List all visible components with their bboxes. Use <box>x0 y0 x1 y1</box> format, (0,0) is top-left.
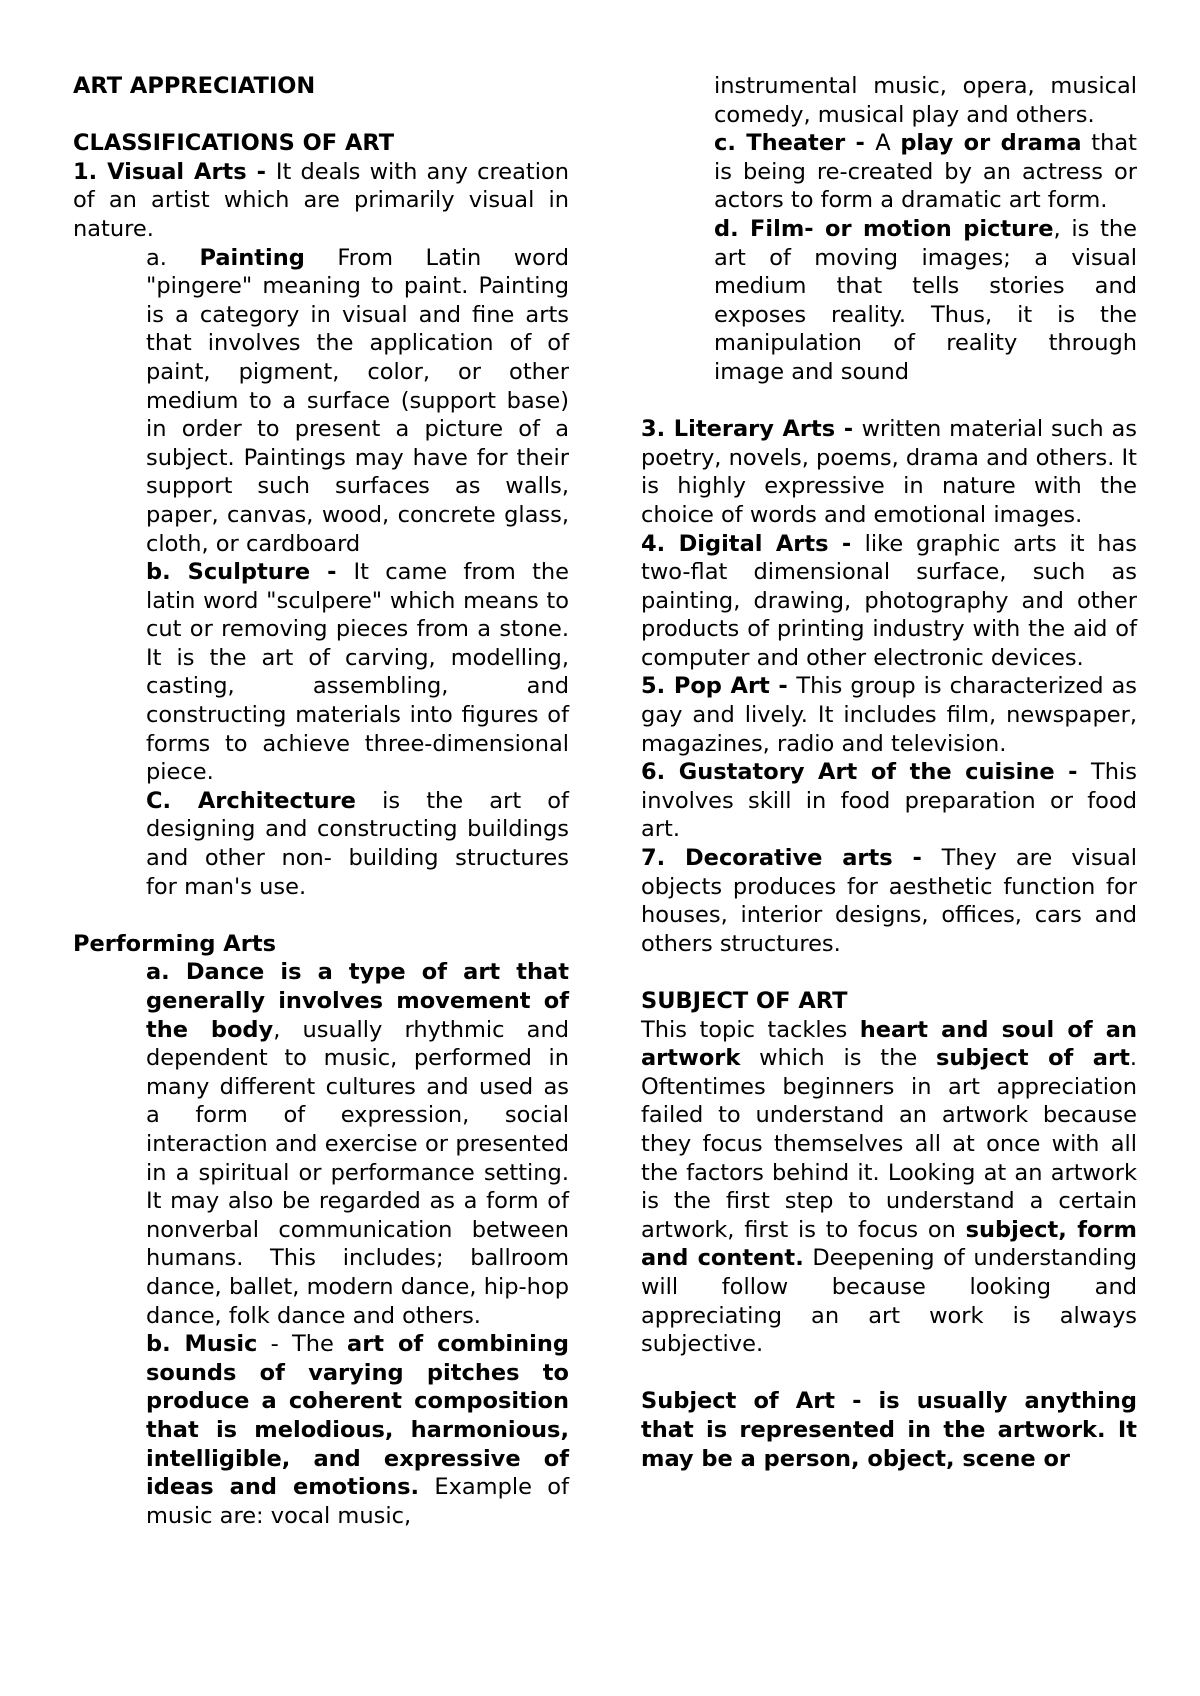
bold-text: 7. Decorative arts - <box>641 845 942 872</box>
sub-item-paragraph <box>73 787 569 901</box>
section-heading: SUBJECT OF ART <box>641 988 848 1014</box>
bold-text: b. Music <box>146 1331 258 1358</box>
bold-text: subject, form and content. <box>641 1216 1138 1272</box>
text-run: They are visual objects produces for aesthetic function for houses, interior designs, offices, cars and others structures. <box>641 845 1137 957</box>
section-heading: ART APPRECIATION <box>73 73 316 99</box>
sub-item-paragraph <box>641 129 1137 215</box>
bold-text: Subject of Art - is usually anything that is represented in the artwork. It may be a person, object, scene or <box>641 1388 1137 1472</box>
bold-text: play or drama <box>900 130 1082 157</box>
sub-item-paragraph <box>641 72 1137 129</box>
left-column <box>73 72 569 1530</box>
paragraph-spacer <box>73 101 569 130</box>
text-run: From Latin word "pingere" meaning to paint. Painting is a category in visual and fine arts that involves the application of of paint, pigment, color, or other medium to a surface (support base) in order to present a picture of a subject. Paintings may have for their support such surfaces as walls, paper, canvas, wood, concrete glass, cloth, or cardboard <box>146 244 570 557</box>
paragraph-spacer <box>641 387 1137 416</box>
section-heading: CLASSIFICATIONS OF ART <box>73 130 395 157</box>
right-column <box>641 72 1137 1473</box>
text-run: that is being re-created by an actress or actors to form a dramatic art form. <box>714 130 1137 214</box>
sub-item-paragraph <box>73 558 569 787</box>
paragraph-spacer <box>641 958 1137 987</box>
section-heading: Performing Arts <box>73 930 276 957</box>
bold-text: d. Film- or motion picture <box>714 215 1054 242</box>
text-run: written material such as poetry, novels, poems, drama and others. It is highly expressive in nature with the choice of words and emotional images. <box>641 416 1137 528</box>
paragraph <box>73 158 569 244</box>
text-run: This group is characterized as gay and lively. It includes film, newspaper, magazines, radio and television. <box>641 673 1137 757</box>
bold-text: b. Sculpture - <box>146 559 354 586</box>
text-run: a. <box>146 244 200 271</box>
text-run: instrumental music, opera, musical comedy, musical play and others. <box>714 73 1137 128</box>
text-run: which is the <box>740 1045 936 1072</box>
text-run: A <box>875 130 901 157</box>
paragraph <box>641 758 1137 844</box>
bold-text: c. Theater - <box>714 130 876 157</box>
bold-text: subject of art <box>936 1045 1130 1072</box>
bold-text: 4. Digital Arts - <box>641 530 865 557</box>
text-run: This topic tackles <box>641 1016 860 1043</box>
text-run: is the art of designing and constructing buildings and other non- building structures for man's use. <box>146 787 569 900</box>
paragraph <box>641 1387 1137 1473</box>
paragraph <box>641 844 1137 958</box>
bold-text: 3. Literary Arts - <box>641 416 862 443</box>
paragraph <box>641 1016 1137 1359</box>
paragraph <box>641 415 1137 529</box>
text-run: - The <box>257 1331 348 1358</box>
text-run: Deepening of understanding will follow because looking and appreciating an art work is always subjective. <box>641 1245 1137 1358</box>
text-run: like graphic arts it has two-flat dimensional surface, such as painting, drawing, photography and other products of printing industry with the aid of computer and other electronic devices. <box>641 530 1138 671</box>
text-run: This involves skill in food preparation or food art. <box>641 759 1137 843</box>
bold-text: C. Architecture <box>146 787 356 814</box>
paragraph <box>641 530 1137 673</box>
text-run: It came from the latin word "sculpere" which means to cut or removing pieces from a stone. It is the art of carving, modelling, casting, assembling, and constructing materials into figures of forms to achieve three-dimensional piece. <box>146 559 569 786</box>
text-run: Example of music are: vocal music, <box>146 1474 569 1529</box>
text-run: . Oftentimes beginners in art appreciation failed to understand an artwork because they focus themselves all at once with all the factors behind it. Looking at an artwork is the first step to understand a certain artwork, first is to focus on <box>641 1045 1137 1243</box>
paragraph-spacer <box>73 901 569 930</box>
text-run: It deals with any creation of an artist which are primarily visual in nature. <box>73 158 569 242</box>
bold-text: Painting <box>199 244 305 271</box>
text-run: , is the art of moving images; a visual medium that tells stories and exposes reality. Thus, it is the manipulation of reality through image and sound <box>714 215 1137 385</box>
sub-item-paragraph <box>73 958 569 1330</box>
sub-item-paragraph <box>641 215 1137 387</box>
paragraph-spacer <box>641 1359 1137 1388</box>
paragraph <box>641 672 1137 758</box>
text-run: , usually rhythmic and dependent to music, performed in many different cultures and used as a form of expression, social interaction and exercise or presented in a spiritual or performance setting. It may also be regarded as a form of nonverbal communication between humans. This includes; ballroom dance, ballet, modern dance, hip-hop dance, folk dance and others. <box>146 1016 569 1329</box>
sub-item-paragraph <box>73 1330 569 1530</box>
bold-text: 6. Gustatory Art of the cuisine - <box>641 759 1092 786</box>
sub-item-paragraph <box>73 244 569 559</box>
bold-text: art of combining sounds of varying pitches to produce a coherent composition that is melodious, harmonious, intelligible, and expressive of ideas and emotions. <box>146 1331 569 1501</box>
bold-text: heart and soul of an artwork <box>641 1016 1137 1072</box>
bold-text: 1. Visual Arts - <box>73 158 276 185</box>
bold-text: a. Dance is a type of art that generally involves movement of the body <box>146 959 569 1043</box>
bold-text: 5. Pop Art - <box>641 673 797 700</box>
